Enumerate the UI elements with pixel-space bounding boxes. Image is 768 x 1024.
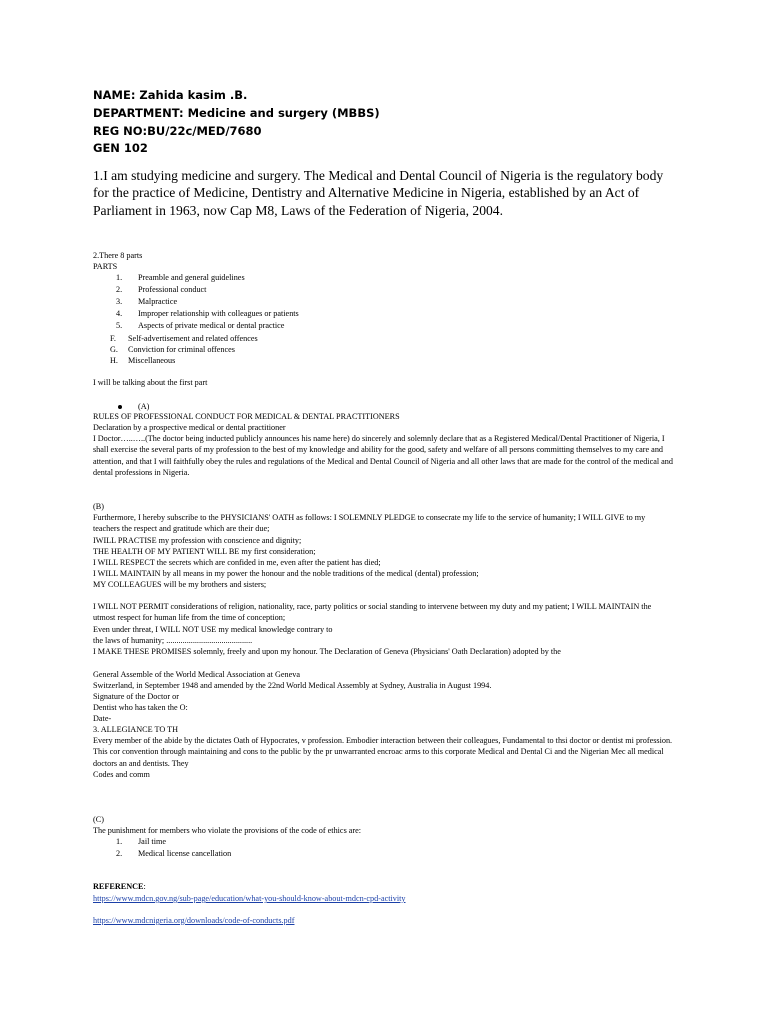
student-name: NAME: Zahida kasim .B. xyxy=(93,88,248,102)
registration-number: REG NO:BU/22c/MED/7680 xyxy=(93,124,262,138)
student-department: DEPARTMENT: Medicine and surgery (MBBS) xyxy=(93,106,380,120)
bullet-icon xyxy=(118,405,122,409)
oath-line: the laws of humanity; .......................................... xyxy=(93,636,253,645)
list-item: 1. Jail time xyxy=(116,837,166,846)
oath-line: I WILL MAINTAIN by all means in my power the honour and the noble traditions of the medical (dental) profession; xyxy=(93,569,479,578)
allegiance-paragraph: Every member of the abide by the dictates Oath of Hypocrates, v profession. Embodier interaction between their colleagues, Fundamental to thsi doctor or dentist mi profession. This cor convention through maintaining and cons to the public by the pr unwarranted encroac arms to this corporate Medical and Dental Ci and the Nigerian Mec all medical doctors an and dentists. They xyxy=(93,736,673,768)
oath-line: I WILL RESPECT the secrets which are confided in me, even after the patient has died; xyxy=(93,558,381,567)
allegiance-heading: 3. ALLEGIANCE TO TH xyxy=(93,725,179,734)
part-a-paragraph: I Doctor…..…..(The doctor being inducted publicly announces his name here) do sincerely and solemnly declare that as a Registered Medical/Dental Practitioner of Nigeria, I shall exercise the several parts of my profession to the best of my knowledge and ability for the good, safety and welfare of all persons committing themselves to my care and attention, and that I will faithfully obey the rules and regulations of the Medical and Dental Council of Nigeria and all other laws that are made for the control of the medical and dental professions in Nigeria. xyxy=(93,434,673,477)
part-b-label: (B) xyxy=(93,502,104,511)
oath-line: Even under threat, I WILL NOT USE my medical knowledge contrary to xyxy=(93,625,333,634)
oath-paragraph: Furthermore, I hereby subscribe to the PHYSICIANS' OATH as follows: I SOLEMNLY PLEDGE to consecrate my life to the service of humanity; I WILL GIVE to my teachers the respect and gratitude which are their due; xyxy=(93,513,646,534)
parts-label: PARTS xyxy=(93,262,118,271)
list-item: 4. Improper relationship with colleagues or patients xyxy=(116,309,299,318)
oath-paragraph: I WILL NOT PERMIT considerations of religion, nationality, race, party politics or social standing to intervene between my duty and my patient; I WILL MAINTAIN the utmost respect for human life from the time of conception; xyxy=(93,602,652,623)
part-c-label: (C) xyxy=(93,815,104,824)
oath-paragraph: I MAKE THESE PROMISES solemnly, freely and upon my honour. The Declaration of Geneva (Physicians' Oath Declaration) adopted by the xyxy=(93,647,561,656)
oath-line: IWILL PRACTISE my profession with conscience and dignity; xyxy=(93,536,302,545)
oath-line: Codes and comm xyxy=(93,770,150,779)
oath-line: THE HEALTH OF MY PATIENT WILL BE my first consideration; xyxy=(93,547,316,556)
first-part-note: I will be talking about the first part xyxy=(93,378,208,387)
reference-link-mdcn-cpd[interactable]: https://www.mdcn.gov.ng/sub-page/education/what-you-should-know-about-mdcn-cpd-activity xyxy=(93,894,406,903)
oath-line: MY COLLEAGUES will be my brothers and sisters; xyxy=(93,580,267,589)
list-item: 2. Professional conduct xyxy=(116,285,207,294)
part-a-title: RULES OF PROFESSIONAL CONDUCT FOR MEDICAL & DENTAL PRACTITIONERS xyxy=(93,412,400,421)
list-item: 5. Aspects of private medical or dental practice xyxy=(116,321,285,330)
section2-heading: 2.There 8 parts xyxy=(93,251,143,260)
list-item: G. Conviction for criminal offences xyxy=(110,345,235,354)
oath-line: Switzerland, in September 1948 and amended by the 22nd World Medical Assembly at Sydney, Australia in August 1994. xyxy=(93,681,492,690)
course-code: GEN 102 xyxy=(93,141,148,155)
list-item: H. Miscellaneous xyxy=(110,356,176,365)
oath-line: Dentist who has taken the O: xyxy=(93,703,188,712)
part-a-subtitle: Declaration by a prospective medical or dental practitioner xyxy=(93,423,286,432)
part-a-label: (A) xyxy=(118,401,149,412)
reference-link-code-of-conducts[interactable]: https://www.mdcnigeria.org/downloads/code-of-conducts.pdf xyxy=(93,916,295,925)
reference-heading: REFERENCE: xyxy=(93,882,146,891)
oath-line: General Assemble of the World Medical Association at Geneva xyxy=(93,670,300,679)
list-item: 3. Malpractice xyxy=(116,297,178,306)
part-c-intro: The punishment for members who violate the provisions of the code of ethics are: xyxy=(93,826,362,835)
list-item: 2. Medical license cancellation xyxy=(116,849,232,858)
list-item: F. Self-advertisement and related offences xyxy=(110,334,258,343)
oath-line: Signature of the Doctor or xyxy=(93,692,179,701)
list-item: 1. Preamble and general guidelines xyxy=(116,273,245,282)
intro-paragraph: 1.I am studying medicine and surgery. The Medical and Dental Council of Nigeria is the regulatory body for the practice of Medicine, Dentistry and Alternative Medicine in Nigeria, established by an Act of Parliament in 1963, now Cap M8, Laws of the Federation of Nigeria, 2004. xyxy=(93,168,664,218)
oath-line: Date- xyxy=(93,714,112,723)
